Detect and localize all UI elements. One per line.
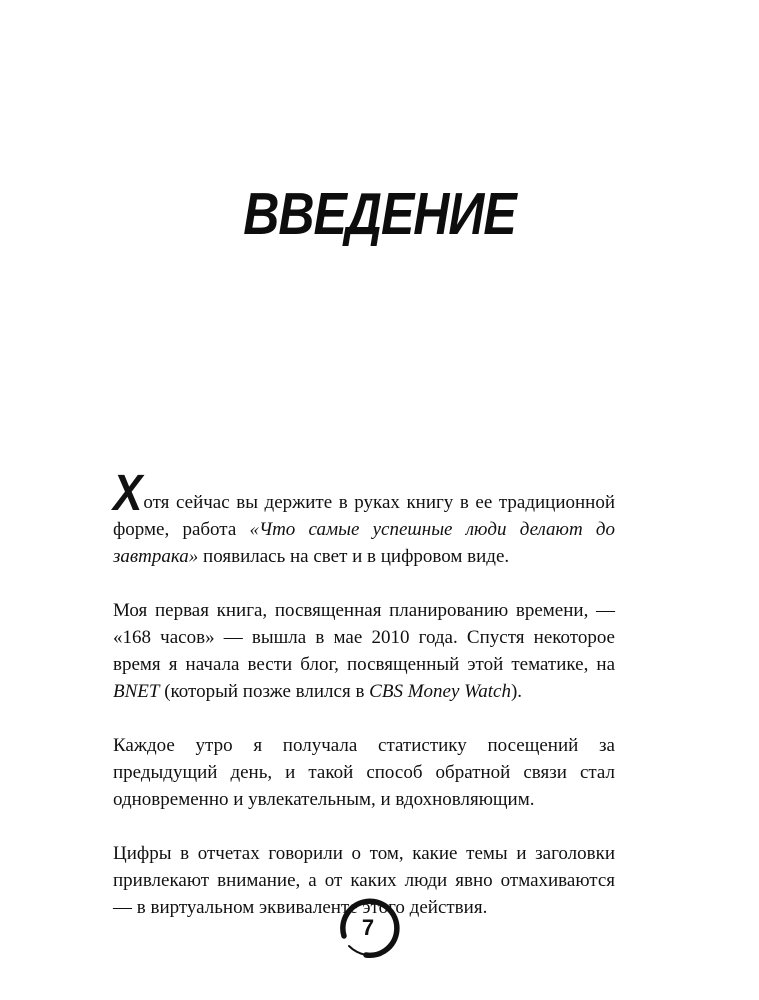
bnet-italic: BNET [113,681,160,702]
paragraph-3: Каждое утро я получала статистику посещений за предыдущий день, и такой способ обратной связи стал одновременно и увлекательным, и вдохновляющим. [113,735,615,810]
paragraph-1-text-a: отя сейчас вы держите в руках книгу в ее традиционной форме, работа [113,492,615,540]
paragraph-2-text-b: (который позже влился в [159,681,370,702]
page-number-badge [336,896,400,960]
paragraph-2-text-a: Моя первая книга, посвященная планированию времени, — «168 часов» — вышла в мае 2010 года. Спустя некоторое время я начала вести блог, посвященный этой тематике, на [113,600,615,675]
paragraph-2-text-c: ). [510,681,523,702]
page-number: 7 [361,915,375,940]
cbs-money-watch-italic: CBS Money Watch [369,681,511,702]
body-text [113,465,615,948]
paragraph-1 [113,465,615,570]
drop-cap: Х [113,465,143,522]
book-title-italic: «Что самые успешные люди делают до завтрака» [113,519,615,567]
paragraph-1-text-b: появилась на свет и в цифровом виде. [198,546,510,567]
paragraph-2 [113,597,615,705]
paragraph-4: Цифры в отчетах говорили о том, какие темы и заголовки привлекают внимание, а от каких люди явно отмахиваются — в виртуальном эквиваленте этого действия. [113,843,615,918]
chapter-title: ВВЕДЕНИЕ [243,180,516,248]
